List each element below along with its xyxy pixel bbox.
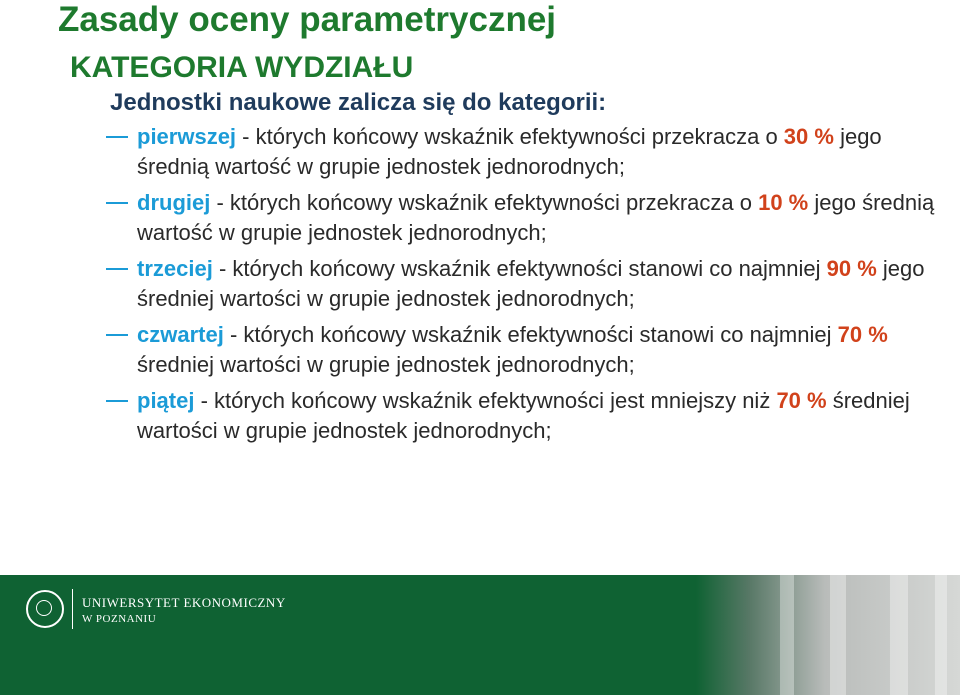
list-item <box>106 320 936 380</box>
percent-value: 70 % <box>837 322 888 347</box>
list-item <box>106 254 936 314</box>
building-photo <box>660 575 960 695</box>
item-text: - których końcowy wskaźnik efektywności przekracza o <box>210 190 759 215</box>
logo-divider <box>72 589 73 629</box>
slide-title: Zasady oceny parametrycznej <box>58 0 557 39</box>
category-term: czwartej <box>137 322 224 347</box>
list-item <box>106 188 936 248</box>
percent-value: 90 % <box>826 256 877 281</box>
item-text: - których końcowy wskaźnik efektywności jest mniejszy niż <box>194 388 777 413</box>
item-text: jego średnią wartość w grupie jednostek jednorodnych; <box>137 124 882 179</box>
list-item <box>106 122 936 182</box>
dash-bullet-icon <box>106 268 128 270</box>
university-seal-icon <box>26 590 64 628</box>
category-term: pierwszej <box>137 124 237 149</box>
slide-subtitle: KATEGORIA WYDZIAŁU <box>70 51 414 84</box>
lead-text: Jednostki naukowe zalicza się do kategorii: <box>110 89 607 116</box>
footer-band <box>0 575 960 695</box>
item-text: jego średniej wartości w grupie jednostek jednorodnych; <box>137 256 925 311</box>
category-term: piątej <box>137 388 195 413</box>
category-list <box>106 122 936 452</box>
list-item <box>106 386 936 446</box>
dash-bullet-icon <box>106 334 128 336</box>
item-text: - których końcowy wskaźnik efektywności stanowi co najmniej <box>212 256 827 281</box>
percent-value: 30 % <box>783 124 834 149</box>
university-name-line2: W POZNANIU <box>82 613 157 625</box>
dash-bullet-icon <box>106 136 128 138</box>
item-text: jego średnią wartość w grupie jednostek jednorodnych; <box>137 190 935 245</box>
percent-value: 10 % <box>758 190 809 215</box>
dash-bullet-icon <box>106 400 128 402</box>
percent-value: 70 % <box>776 388 827 413</box>
item-text: - których końcowy wskaźnik efektywności stanowi co najmniej <box>223 322 838 347</box>
item-text: średniej wartości w grupie jednostek jednorodnych; <box>137 352 635 377</box>
dash-bullet-icon <box>106 202 128 204</box>
university-name <box>82 595 286 627</box>
item-text: - których końcowy wskaźnik efektywności przekracza o <box>236 124 784 149</box>
university-name-line1: UNIWERSYTET EKONOMICZNY <box>82 595 286 610</box>
category-term: trzeciej <box>137 256 213 281</box>
item-text: średniej wartości w grupie jednostek jednorodnych; <box>137 388 910 443</box>
category-term: drugiej <box>137 190 211 215</box>
